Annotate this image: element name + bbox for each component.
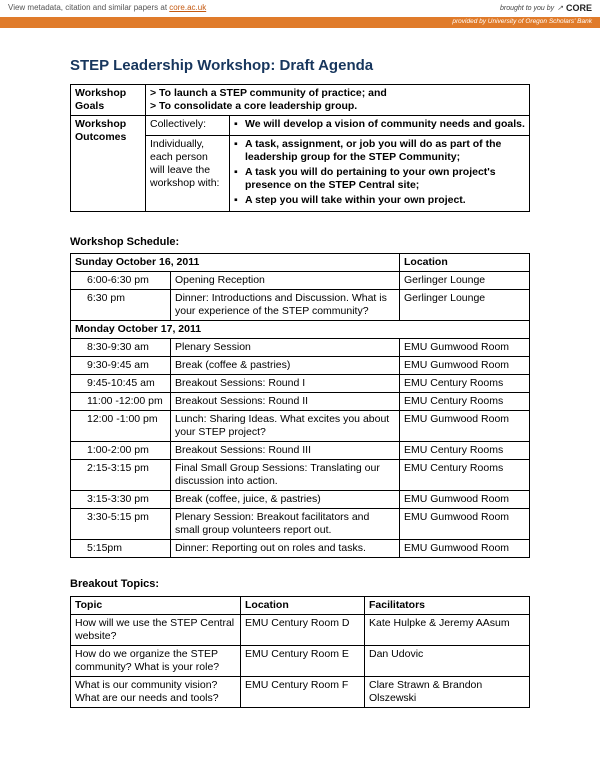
- schedule-row: [71, 411, 530, 442]
- core-banner-text: View metadata, citation and similar papers at: [8, 3, 168, 12]
- core-banner-right: [500, 3, 592, 13]
- page-title: STEP Leadership Workshop: Draft Agenda: [70, 57, 374, 74]
- topic-facilitators: Dan Udovic: [365, 646, 530, 677]
- schedule-location: EMU Gumwood Room: [400, 491, 530, 509]
- goal-item: > To launch a STEP community of practice; and: [150, 87, 387, 99]
- topic-row: [71, 677, 530, 708]
- schedule-location: EMU Gumwood Room: [400, 411, 530, 442]
- collectively-cell: [230, 116, 530, 136]
- goals-cell: [146, 85, 530, 116]
- schedule-time: 12:00 -1:00 pm: [71, 411, 171, 442]
- schedule-event: Opening Reception: [171, 272, 400, 290]
- schedule-row: [71, 442, 530, 460]
- topics-header-row: [71, 597, 530, 615]
- schedule-location: EMU Century Rooms: [400, 393, 530, 411]
- day-row: [71, 254, 530, 272]
- schedule-time: 3:30-5:15 pm: [71, 509, 171, 540]
- topic-location: EMU Century Room F: [241, 677, 365, 708]
- provider-text: provided by University of Oregon Scholars' Bank: [452, 18, 592, 25]
- core-banner: [0, 0, 600, 17]
- schedule-location: Gerlinger Lounge: [400, 290, 530, 321]
- schedule-table: [70, 253, 530, 558]
- schedule-event: Dinner: Reporting out on roles and tasks.: [171, 540, 400, 558]
- schedule-event: Lunch: Sharing Ideas. What excites you about your STEP project?: [171, 411, 400, 442]
- schedule-row: [71, 339, 530, 357]
- goal-item: > To consolidate a core leadership group.: [150, 100, 358, 112]
- topics-header: Location: [241, 597, 365, 615]
- topic-location: EMU Century Room D: [241, 615, 365, 646]
- brought-by-text: brought to you by: [500, 4, 555, 12]
- schedule-row: [71, 491, 530, 509]
- outcomes-row-collective: [71, 116, 530, 136]
- location-header: Location: [400, 254, 530, 272]
- schedule-location: EMU Century Rooms: [400, 375, 530, 393]
- individually-cell: [230, 136, 530, 212]
- topics-header: Topic: [71, 597, 241, 615]
- outcomes-label: Workshop Outcomes: [71, 116, 146, 212]
- schedule-time: 2:15-3:15 pm: [71, 460, 171, 491]
- schedule-time: 9:30-9:45 am: [71, 357, 171, 375]
- schedule-location: EMU Gumwood Room: [400, 540, 530, 558]
- schedule-location: Gerlinger Lounge: [400, 272, 530, 290]
- goals-label: Workshop Goals: [71, 85, 146, 116]
- schedule-title: Workshop Schedule:: [70, 236, 180, 248]
- provider-bar: [0, 17, 600, 28]
- day-label: Sunday October 16, 2011: [71, 254, 400, 272]
- schedule-event: Plenary Session: [171, 339, 400, 357]
- schedule-event: Breakout Sessions: Round I: [171, 375, 400, 393]
- topic-facilitators: Clare Strawn & Brandon Olszewski: [365, 677, 530, 708]
- collectively-label: Collectively:: [146, 116, 230, 136]
- day-label: Monday October 17, 2011: [71, 321, 530, 339]
- outcome-item: ▪ A task you will do pertaining to your own project's presence on the STEP Central site;: [234, 166, 525, 192]
- schedule-row: [71, 375, 530, 393]
- schedule-row: [71, 460, 530, 491]
- schedule-time: 9:45-10:45 am: [71, 375, 171, 393]
- schedule-time: 11:00 -12:00 pm: [71, 393, 171, 411]
- schedule-time: 5:15pm: [71, 540, 171, 558]
- schedule-event: Break (coffee & pastries): [171, 357, 400, 375]
- schedule-event: Breakout Sessions: Round II: [171, 393, 400, 411]
- schedule-row: [71, 357, 530, 375]
- core-link[interactable]: core.ac.uk: [169, 3, 207, 12]
- outcome-item: ▪ A task, assignment, or job you will do as part of the leadership group for the STEP Community;: [234, 138, 525, 164]
- topic-row: [71, 646, 530, 677]
- schedule-time: 3:15-3:30 pm: [71, 491, 171, 509]
- schedule-location: EMU Century Rooms: [400, 442, 530, 460]
- topic-row: [71, 615, 530, 646]
- topics-table: [70, 596, 530, 708]
- schedule-time: 6:30 pm: [71, 290, 171, 321]
- schedule-event: Break (coffee, juice, & pastries): [171, 491, 400, 509]
- schedule-time: 1:00-2:00 pm: [71, 442, 171, 460]
- topic-location: EMU Century Room E: [241, 646, 365, 677]
- core-banner-left: [8, 3, 206, 12]
- topics-header: Facilitators: [365, 597, 530, 615]
- outcome-item: ▪ A step you will take within your own project.: [234, 194, 525, 207]
- schedule-event: Plenary Session: Breakout facilitators and small group volunteers report out.: [171, 509, 400, 540]
- goals-row: [71, 85, 530, 116]
- schedule-time: 8:30-9:30 am: [71, 339, 171, 357]
- topics-title: Breakout Topics:: [70, 578, 160, 590]
- core-logo-text: CORE: [565, 3, 592, 13]
- schedule-row: [71, 290, 530, 321]
- schedule-event: Dinner: Introductions and Discussion. What is your experience of the STEP community?: [171, 290, 400, 321]
- day-row: [71, 321, 530, 339]
- schedule-location: EMU Gumwood Room: [400, 509, 530, 540]
- goals-table: [70, 84, 530, 212]
- topic-facilitators: Kate Hulpke & Jeremy AAsum: [365, 615, 530, 646]
- schedule-time: 6:00-6:30 pm: [71, 272, 171, 290]
- core-logo-icon: ↗: [557, 5, 563, 12]
- schedule-row: [71, 509, 530, 540]
- schedule-row: [71, 540, 530, 558]
- topic-name: How will we use the STEP Central website?: [71, 615, 241, 646]
- outcome-item: ▪ We will develop a vision of community needs and goals.: [234, 118, 525, 131]
- individually-label: Individually, each person will leave the workshop with:: [146, 136, 230, 212]
- schedule-event: Final Small Group Sessions: Translating our discussion into action.: [171, 460, 400, 491]
- schedule-location: EMU Gumwood Room: [400, 339, 530, 357]
- schedule-location: EMU Gumwood Room: [400, 357, 530, 375]
- topic-name: What is our community vision? What are our needs and tools?: [71, 677, 241, 708]
- topic-name: How do we organize the STEP community? What is your role?: [71, 646, 241, 677]
- schedule-row: [71, 272, 530, 290]
- schedule-event: Breakout Sessions: Round III: [171, 442, 400, 460]
- schedule-location: EMU Century Rooms: [400, 460, 530, 491]
- schedule-row: [71, 393, 530, 411]
